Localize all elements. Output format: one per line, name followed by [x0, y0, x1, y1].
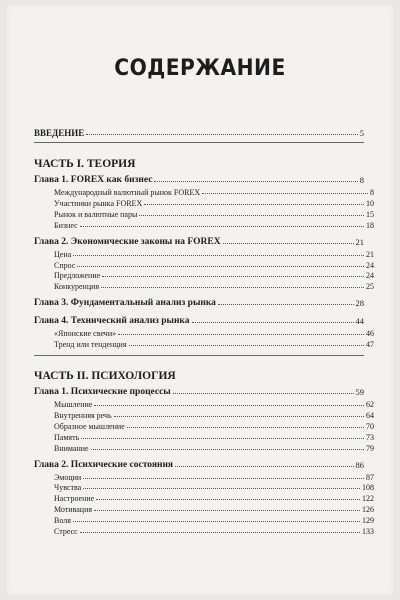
- toc-part: [34, 370, 364, 382]
- toc-item-page-number: 24: [366, 260, 374, 270]
- section-rule: [34, 355, 364, 356]
- toc-chapter: [34, 237, 364, 247]
- toc-intro-page-number: 5: [359, 128, 364, 138]
- toc-item-label: Бизнес: [54, 220, 78, 230]
- toc-item-label: Цена: [54, 249, 72, 259]
- dot-leader: [96, 499, 360, 500]
- toc-item: [44, 329, 374, 338]
- toc-chapter-label: Глава 1. FOREX как бизнес: [34, 175, 153, 185]
- toc-item-label: Воля: [54, 516, 71, 526]
- toc-item-page-number: 8: [370, 188, 374, 197]
- toc-item-page-number: 24: [366, 271, 374, 281]
- page-title: СОДЕРЖАНИЕ: [114, 56, 286, 81]
- toc-chapter: [34, 298, 364, 308]
- toc-intro-label: ВВЕДЕНИЕ: [34, 128, 85, 138]
- dot-leader: [202, 193, 368, 194]
- toc-chapter: [34, 387, 364, 397]
- toc-chapter-label: Глава 1. Психические процессы: [34, 387, 171, 397]
- toc-intro: [34, 128, 364, 138]
- toc-item: [44, 433, 374, 442]
- toc-chapter-page-number: 59: [355, 387, 364, 397]
- toc-item-label: Предложение: [54, 271, 101, 281]
- toc-item-page-number: 126: [362, 505, 374, 515]
- toc-item: [44, 271, 374, 280]
- dot-leader: [94, 510, 360, 511]
- toc-item-label: Мотивация: [54, 505, 93, 515]
- dot-leader: [80, 226, 364, 227]
- toc-item-label: Эмоции: [54, 472, 82, 482]
- toc-chapter-label: Глава 3. Фундаментальный анализ рынка: [34, 298, 216, 309]
- dot-leader: [81, 438, 364, 439]
- toc-item-page-number: 10: [366, 198, 374, 208]
- toc-item-label: Чувства: [54, 483, 82, 493]
- dot-leader: [218, 304, 354, 305]
- toc-part: [34, 158, 364, 170]
- toc-item: [44, 340, 374, 349]
- book-page: [6, 4, 394, 596]
- dot-leader: [94, 405, 364, 406]
- toc-item-page-number: 15: [366, 209, 374, 219]
- toc-item-label: Международный валютный рынок FOREX: [54, 188, 201, 197]
- section-rule: [34, 142, 364, 143]
- toc-item-page-number: 87: [366, 472, 374, 482]
- dot-leader: [118, 334, 364, 335]
- toc-item: [44, 261, 374, 270]
- toc-chapter-label: Глава 2. Психические состояния: [34, 459, 174, 470]
- toc-chapter-page-number: 44: [355, 316, 364, 327]
- dot-leader: [154, 181, 357, 182]
- toc-item: [44, 473, 374, 482]
- dot-leader: [144, 204, 364, 205]
- dot-leader: [102, 276, 364, 277]
- toc-item-label: Участники рынка FOREX: [54, 198, 143, 208]
- toc-part-label: ЧАСТЬ I. ТЕОРИЯ: [34, 158, 136, 170]
- toc-item: [44, 282, 374, 291]
- toc-item-label: Рынок и валютные пары: [54, 209, 138, 219]
- toc-item-label: Стресс: [54, 527, 78, 536]
- toc-item-label: «Японские свечи»: [54, 329, 117, 339]
- toc-item-label: Спрос: [54, 260, 76, 270]
- toc-item-page-number: 62: [366, 400, 374, 409]
- toc-item-page-number: 129: [362, 516, 374, 526]
- dot-leader: [175, 466, 353, 467]
- toc-item-label: Конкуренция: [54, 282, 100, 292]
- toc-chapter-page-number: 21: [355, 236, 364, 247]
- toc-chapter: [34, 460, 364, 470]
- toc-item-label: Внутренняя речь: [54, 410, 112, 420]
- dot-leader: [80, 532, 360, 533]
- toc-item: [44, 516, 374, 525]
- toc-item-page-number: 47: [366, 340, 374, 350]
- toc-item-label: Память: [54, 432, 80, 442]
- toc-item: [44, 483, 374, 492]
- toc-item-page-number: 46: [366, 329, 374, 339]
- toc-item: [44, 527, 374, 536]
- dot-leader: [129, 345, 364, 346]
- dot-leader: [223, 243, 354, 244]
- toc-item: [44, 444, 374, 453]
- toc-item: [44, 221, 374, 230]
- dot-leader: [83, 478, 364, 479]
- dot-leader: [127, 427, 364, 428]
- toc-item: [44, 210, 374, 219]
- dot-leader: [73, 255, 364, 256]
- dot-leader: [139, 215, 364, 216]
- toc-item-label: Мышление: [54, 400, 93, 409]
- toc-chapter-page-number: 86: [355, 459, 364, 470]
- toc-part-label: ЧАСТЬ II. ПСИХОЛОГИЯ: [34, 370, 176, 382]
- toc-item-page-number: 64: [366, 410, 374, 420]
- dot-leader: [91, 449, 364, 450]
- toc-chapter-page-number: 8: [359, 175, 364, 185]
- toc-item: [44, 411, 374, 420]
- toc-item-page-number: 73: [366, 432, 374, 442]
- toc-item: [44, 494, 374, 503]
- dot-leader: [83, 488, 360, 489]
- toc-item-page-number: 122: [362, 494, 374, 504]
- dot-leader: [114, 416, 364, 417]
- toc-item: [44, 505, 374, 514]
- toc-item: [44, 400, 374, 409]
- toc-item-page-number: 21: [366, 249, 374, 259]
- toc-chapter-page-number: 28: [355, 298, 364, 309]
- toc-item-label: Внимание: [54, 443, 89, 453]
- dot-leader: [86, 134, 358, 135]
- toc-chapter: [34, 316, 364, 326]
- toc-item: [44, 199, 374, 208]
- toc-chapter-label: Глава 4. Технический анализ рынка: [34, 316, 190, 327]
- toc-chapter: [34, 175, 364, 185]
- toc-item-page-number: 25: [366, 282, 374, 292]
- dot-leader: [101, 287, 364, 288]
- toc-item: [44, 188, 374, 197]
- dot-leader: [77, 266, 364, 267]
- dot-leader: [192, 322, 354, 323]
- toc-item: [44, 422, 374, 431]
- toc-item-label: Образное мышление: [54, 421, 125, 431]
- toc-item-page-number: 79: [366, 443, 374, 453]
- toc-item-label: Тренд или тенденция: [54, 340, 127, 350]
- toc-item-page-number: 133: [362, 527, 374, 536]
- toc-item-page-number: 70: [366, 421, 374, 431]
- toc-item-page-number: 18: [366, 220, 374, 230]
- dot-leader: [173, 393, 354, 394]
- toc-item: [44, 250, 374, 259]
- toc-chapter-label: Глава 2. Экономические законы на FOREX: [34, 236, 221, 247]
- toc-item-page-number: 108: [362, 483, 374, 493]
- dot-leader: [73, 521, 360, 522]
- toc-item-label: Настроение: [54, 494, 95, 504]
